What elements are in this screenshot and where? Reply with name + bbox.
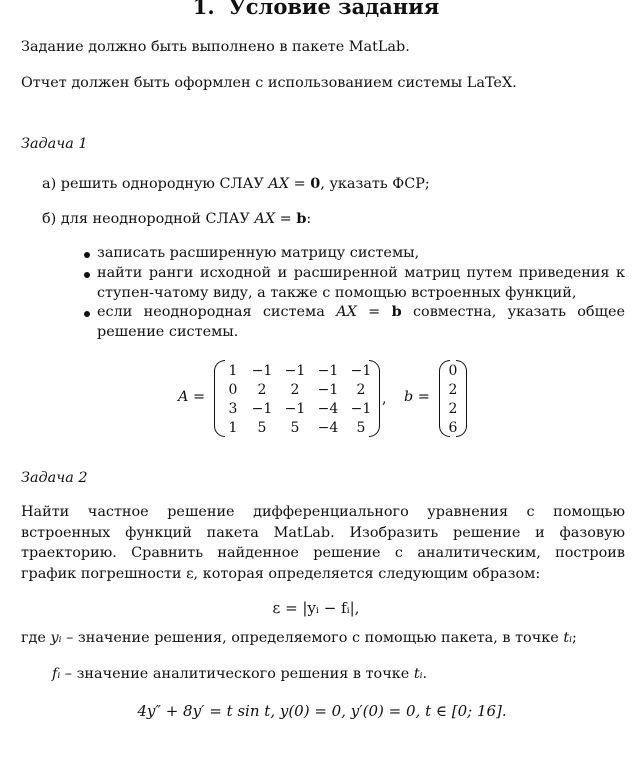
item-a-marker: а) bbox=[42, 176, 57, 192]
error-formula: ε = |yᵢ − fᵢ|, bbox=[272, 599, 360, 617]
where-yi: yᵢ bbox=[50, 630, 62, 646]
task2-heading: Задача 2 bbox=[21, 470, 88, 486]
section-title bbox=[0, 0, 632, 19]
item-b-text-after: : bbox=[306, 211, 312, 227]
fi-line bbox=[52, 664, 427, 685]
fi-ti: tᵢ bbox=[413, 666, 423, 682]
matrix-a-cell: −1 bbox=[284, 363, 306, 379]
matrix-a-cell: −1 bbox=[251, 363, 273, 379]
intro-line-1: Задание должно быть выполнено в пакете MatLab. bbox=[21, 39, 410, 55]
matrix-a-cell: −1 bbox=[251, 401, 273, 417]
matrix-a-cell: 2 bbox=[356, 382, 366, 398]
item-b-text: для неоднородной СЛАУ bbox=[60, 211, 255, 227]
matrix-a-cell: 2 bbox=[290, 382, 300, 398]
vector-b-cell: 2 bbox=[448, 382, 458, 398]
bullet-dot bbox=[84, 311, 90, 317]
bullet-3-bold: b bbox=[391, 303, 402, 320]
bullet-3-math: AX bbox=[336, 304, 357, 320]
task1-item-a bbox=[42, 173, 430, 195]
bullet-item-1: записать расширенную матрицу системы, bbox=[97, 245, 420, 261]
matrix-a-cell: −1 bbox=[284, 401, 306, 417]
vector-b-cell: 2 bbox=[448, 401, 458, 417]
matrix-a-cell: −4 bbox=[317, 401, 339, 417]
vector-b bbox=[439, 360, 467, 438]
matrix-a-cell: −1 bbox=[350, 363, 372, 379]
matrix-a-cell: 3 bbox=[228, 401, 238, 417]
matrix-separator: , bbox=[382, 391, 387, 407]
differential-equation: 4y″ + 8y′ = t sin t, y(0) = 0, y′(0) = 0, t ∈ [0; 16]. bbox=[137, 702, 507, 720]
vector-b-cell: 0 bbox=[448, 363, 458, 379]
bullet-3-before: если неоднородная система bbox=[97, 304, 337, 320]
matrix-a-cell: −1 bbox=[317, 382, 339, 398]
matrix-a-label: A = bbox=[178, 389, 206, 405]
bullet-dot bbox=[84, 272, 90, 278]
bullet-dot bbox=[84, 252, 90, 258]
item-b-vector-b: b bbox=[296, 210, 307, 227]
where-end: ; bbox=[572, 630, 577, 646]
intro-line-2: Отчет должен быть оформлен с использованием системы LaTeX. bbox=[21, 75, 517, 91]
matrix-a-cell: 2 bbox=[257, 382, 267, 398]
where-line bbox=[21, 628, 625, 649]
item-b-math: AX bbox=[254, 211, 276, 227]
vector-b-label: b = bbox=[404, 389, 430, 405]
bullet-item-2: найти ранги исходной и расширенной матриц путем приведения к ступен-чатому виду, а также с помощью встроенных функций, bbox=[97, 265, 625, 301]
matrix-a-cell: 1 bbox=[228, 420, 238, 436]
item-b-eq: = bbox=[275, 211, 297, 227]
section-title-text: Условие задания bbox=[228, 0, 440, 19]
where-prefix: где bbox=[21, 630, 51, 646]
matrix-a-cell: 5 bbox=[257, 420, 267, 436]
item-a-text-after: , указать ФСР; bbox=[320, 176, 430, 192]
matrix-a-cell: −1 bbox=[350, 401, 372, 417]
matrix-a bbox=[214, 360, 380, 438]
bullet-3-eq: = bbox=[356, 304, 392, 320]
section-number: 1. bbox=[192, 0, 215, 19]
matrix-a-cell: 1 bbox=[228, 363, 238, 379]
fi-text: – значение аналитического решения в точке bbox=[60, 666, 414, 682]
task1-heading: Задача 1 bbox=[21, 136, 88, 152]
where-ti: tᵢ bbox=[563, 630, 572, 646]
matrix-a-cell: −1 bbox=[317, 363, 339, 379]
item-b-marker: б) bbox=[42, 211, 57, 227]
item-a-text: решить однородную СЛАУ bbox=[60, 176, 269, 192]
matrix-a-cell: 0 bbox=[228, 382, 238, 398]
item-a-zero: 0 bbox=[310, 175, 321, 192]
fi-symbol: fᵢ bbox=[52, 666, 61, 682]
task2-paragraph: Найти частное решение дифференциального уравнения с помощью встроенных функций пакета MatLab. Изобразить решение и фазовую траекторию. Сравнить найденное решение с аналитическим, построив график погрешности ε, которая определяется следующим образом: bbox=[21, 504, 625, 582]
bullet-item-3 bbox=[97, 302, 625, 342]
where-text: – значение решения, определяемого с помощью пакета, в точке bbox=[61, 630, 564, 646]
task1-item-b bbox=[42, 208, 311, 230]
matrix-a-cell: 5 bbox=[290, 420, 300, 436]
matrix-a-cell: 5 bbox=[356, 420, 366, 436]
matrix-a-cell: −4 bbox=[317, 420, 339, 436]
fi-end: . bbox=[422, 666, 428, 682]
bullet-3-after: совместна, указать общее решение системы. bbox=[97, 304, 625, 340]
item-a-math: AX bbox=[268, 176, 290, 192]
vector-b-cell: 6 bbox=[448, 420, 458, 436]
item-a-eq: = bbox=[289, 176, 311, 192]
